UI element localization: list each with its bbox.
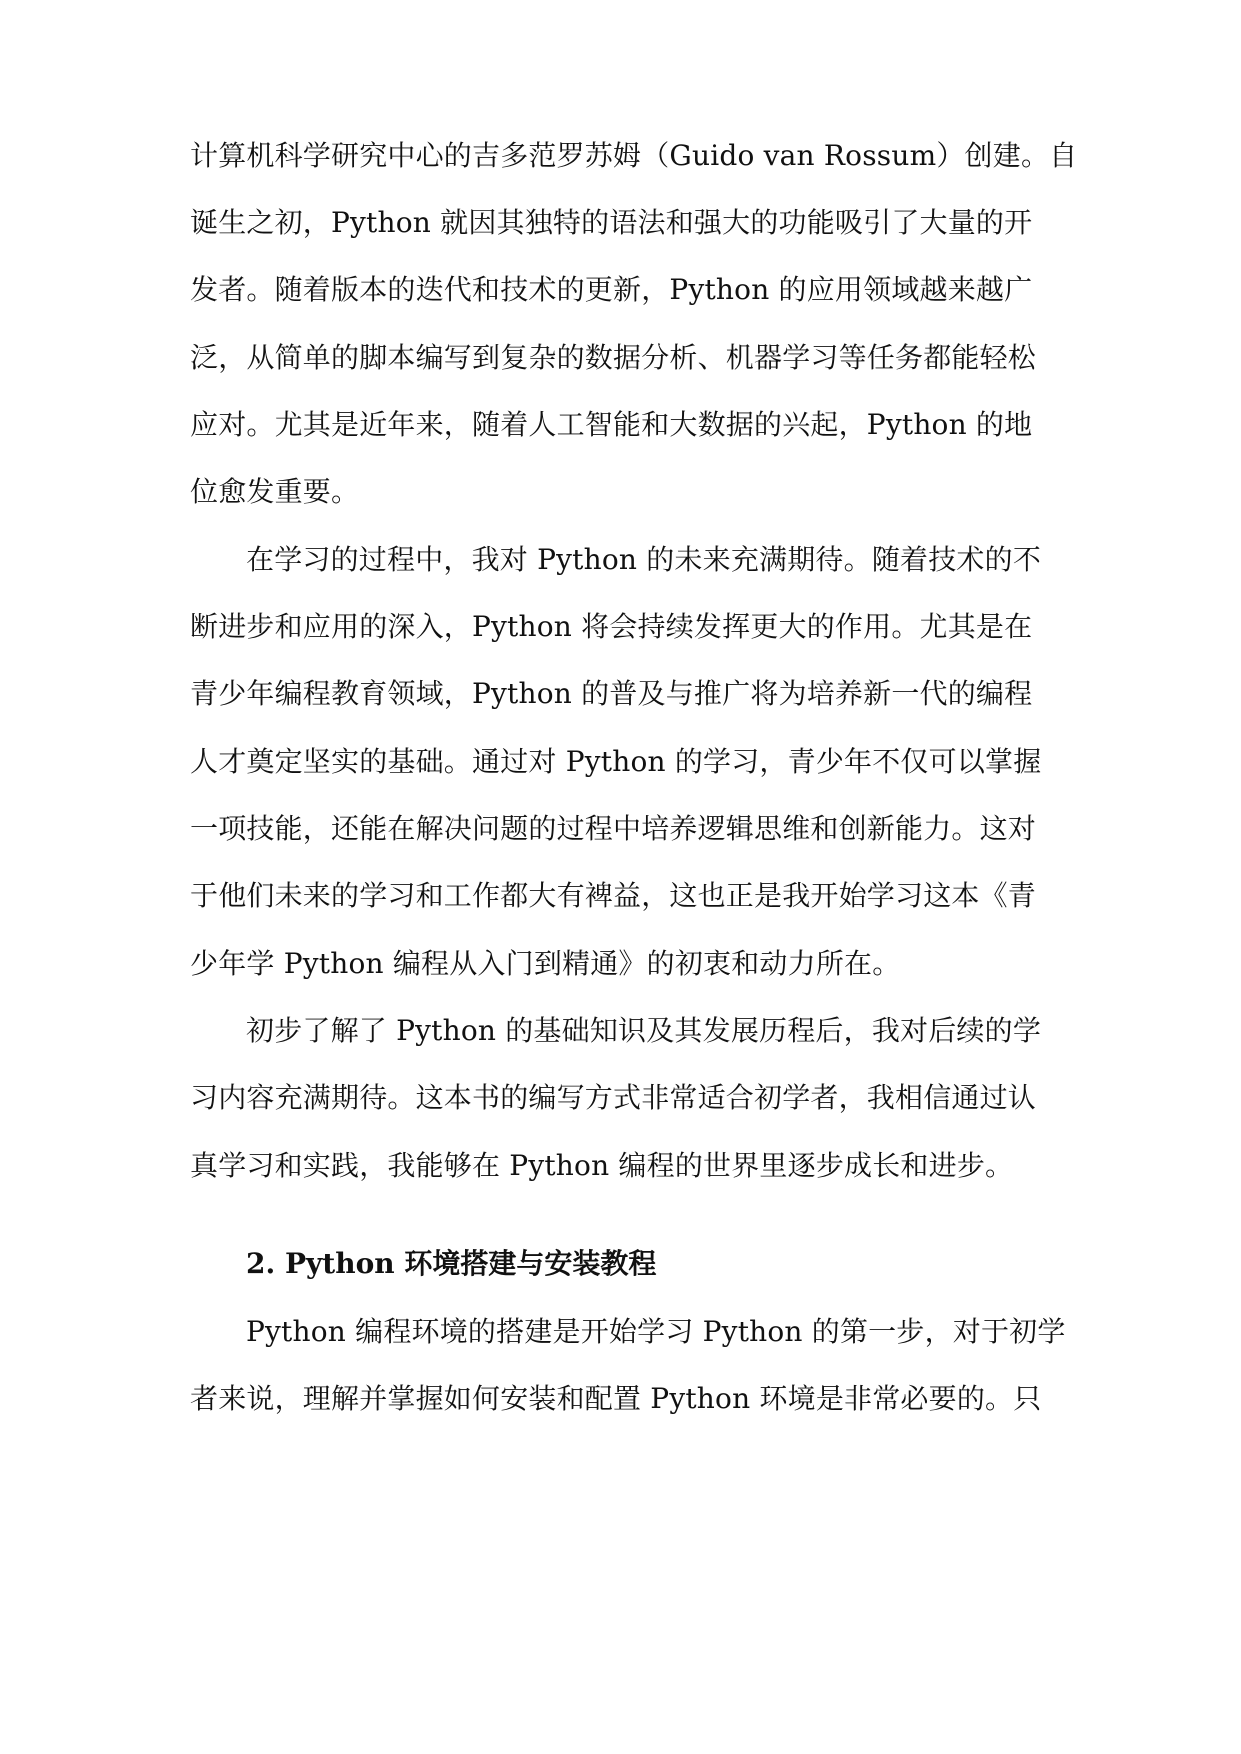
paragraph-2-line-7: 少年学 Python 编程从入门到精通》的初衷和动力所在。	[190, 947, 901, 980]
paragraph-1-line-3: 发者。随着版本的迭代和技术的更新，Python 的应用领域越来越广	[190, 273, 1033, 306]
paragraph-2-line-4: 人才奠定坚实的基础。通过对 Python 的学习，青少年不仅可以掌握	[190, 745, 1042, 778]
paragraph-4-line-1: Python 编程环境的搭建是开始学习 Python 的第一步，对于初学	[246, 1315, 1066, 1348]
paragraph-1-line-5: 应对。尤其是近年来，随着人工智能和大数据的兴起，Python 的地	[190, 408, 1033, 441]
paragraph-3-line-2: 习内容充满期待。这本书的编写方式非常适合初学者，我相信通过认	[190, 1081, 1037, 1114]
paragraph-2-line-5: 一项技能，还能在解决问题的过程中培养逻辑思维和创新能力。这对	[190, 812, 1037, 845]
paragraph-2-line-1: 在学习的过程中，我对 Python 的未来充满期待。随着技术的不	[246, 543, 1042, 576]
paragraph-3-line-3: 真学习和实践，我能够在 Python 编程的世界里逐步成长和进步。	[190, 1149, 1014, 1182]
paragraph-1-line-4: 泛，从简单的脚本编写到复杂的数据分析、机器学习等任务都能轻松	[190, 341, 1037, 374]
paragraph-2-line-3: 青少年编程教育领域，Python 的普及与推广将为培养新一代的编程	[190, 677, 1033, 710]
paragraph-2-line-2: 断进步和应用的深入，Python 将会持续发挥更大的作用。尤其是在	[190, 610, 1033, 643]
paragraph-3-line-1: 初步了解了 Python 的基础知识及其发展历程后，我对后续的学	[246, 1014, 1042, 1047]
paragraph-1-line-6: 位愈发重要。	[190, 475, 360, 508]
paragraph-4-line-2: 者来说，理解并掌握如何安装和配置 Python 环境是非常必要的。只	[190, 1382, 1042, 1415]
paragraph-1-line-1: 计算机科学研究中心的吉多范罗苏姆（Guido van Rossum）创建。自	[190, 139, 1078, 172]
paragraph-1-line-2: 诞生之初，Python 就因其独特的语法和强大的功能吸引了大量的开	[190, 206, 1033, 239]
section-heading: 2. Python 环境搭建与安装教程	[246, 1247, 657, 1280]
paragraph-2-line-6: 于他们未来的学习和工作都大有裨益，这也正是我开始学习这本《青	[190, 879, 1037, 912]
